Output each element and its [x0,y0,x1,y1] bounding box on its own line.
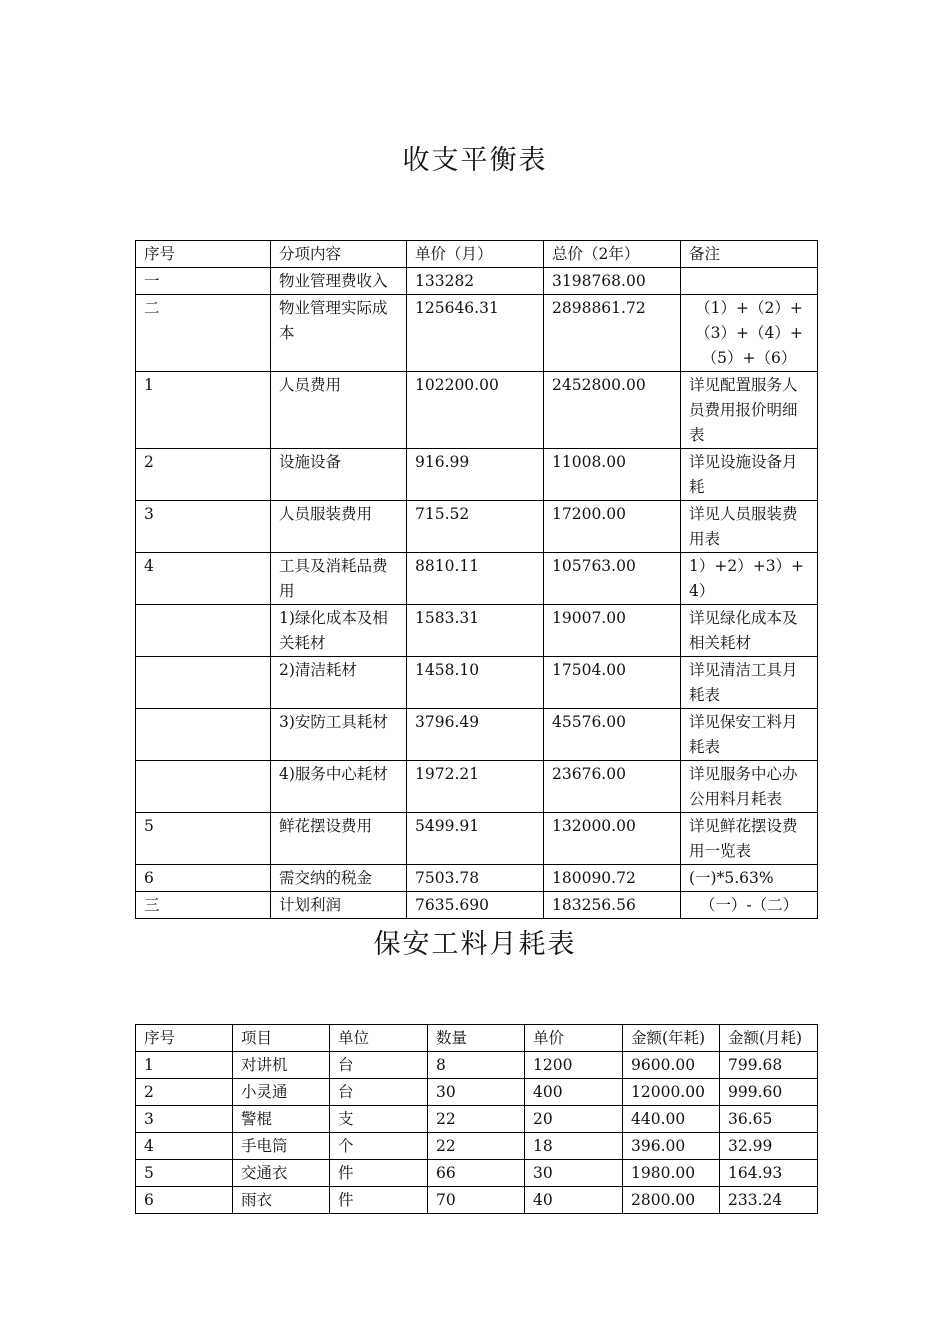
table-cell: 台 [330,1079,428,1106]
table-cell: 6 [136,1187,233,1214]
table-row [136,1160,818,1187]
table-cell: 1 [136,1052,233,1079]
table-cell: 180090.72 [544,865,681,892]
table-cell: 1972.21 [407,761,544,813]
table-cell [136,709,271,761]
table-cell: 小灵通 [233,1079,330,1106]
table-cell: 164.93 [720,1160,818,1187]
table-cell: 7635.690 [407,892,544,919]
table-cell: 20 [525,1106,623,1133]
header-cell: 数量 [428,1025,525,1052]
table-cell: 5499.91 [407,813,544,865]
table-cell: 70 [428,1187,525,1214]
table-cell [136,605,271,657]
table-row [136,295,818,372]
table-cell: 2 [136,449,271,501]
table-row [136,1133,818,1160]
table-row [136,709,818,761]
table-cell: 3 [136,1106,233,1133]
table-row [136,1052,818,1079]
table-cell: 105763.00 [544,553,681,605]
table-cell: 440.00 [623,1106,720,1133]
table-cell: 件 [330,1187,428,1214]
table-cell: 个 [330,1133,428,1160]
table-cell: 36.65 [720,1106,818,1133]
table-cell: 799.68 [720,1052,818,1079]
table-cell: 5 [136,813,271,865]
table-cell: 3)安防工具耗材 [271,709,407,761]
table-cell: 详见绿化成本及相关耗材 [681,605,818,657]
table-row [136,1106,818,1133]
table-cell: 5 [136,1160,233,1187]
table-cell: 19007.00 [544,605,681,657]
table-cell: 1 [136,372,271,449]
table-cell: （1）+（2）+（3）+（4）+（5）+（6） [681,295,818,372]
table-cell: 详见人员服装费用表 [681,501,818,553]
table-cell: 详见设施设备月耗 [681,449,818,501]
table-cell: 对讲机 [233,1052,330,1079]
table-cell: 2452800.00 [544,372,681,449]
table-header-row [136,1025,818,1052]
table-cell: 396.00 [623,1133,720,1160]
table-row [136,657,818,709]
table-cell: 8 [428,1052,525,1079]
table-row [136,605,818,657]
section-title: 保安工料月耗表 [373,929,577,960]
table-cell: 3198768.00 [544,268,681,295]
table-cell: 133282 [407,268,544,295]
table-cell: 6 [136,865,271,892]
table-cell: 17504.00 [544,657,681,709]
table-cell: 二 [136,295,271,372]
table-cell: 支 [330,1106,428,1133]
table-cell: (一)*5.63% [681,865,818,892]
table-cell: 999.60 [720,1079,818,1106]
table-cell: 1980.00 [623,1160,720,1187]
table-cell: 需交纳的税金 [271,865,407,892]
page-title: 收支平衡表 [402,145,548,176]
table-row [136,865,818,892]
table-header-row [136,241,818,268]
table-cell: 32.99 [720,1133,818,1160]
table-cell: 3796.49 [407,709,544,761]
table-cell: 警棍 [233,1106,330,1133]
table-cell: 17200.00 [544,501,681,553]
table-row [136,268,818,295]
header-cell: 备注 [681,241,818,268]
header-cell: 金额(年耗) [623,1025,720,1052]
table-cell: 计划利润 [271,892,407,919]
table-cell: 1200 [525,1052,623,1079]
table-cell: 设施设备 [271,449,407,501]
table-cell: 详见清洁工具月耗表 [681,657,818,709]
table-cell: 详见服务中心办公用料月耗表 [681,761,818,813]
table-cell: 1)绿化成本及相关耗材 [271,605,407,657]
table-cell: 件 [330,1160,428,1187]
table-cell: 详见鲜花摆设费用一览表 [681,813,818,865]
table-cell: 2800.00 [623,1187,720,1214]
table-cell: 人员费用 [271,372,407,449]
table-cell: 2898861.72 [544,295,681,372]
table-cell: 详见配置服务人员费用报价明细表 [681,372,818,449]
balance-table [135,240,818,919]
table-cell: 手电筒 [233,1133,330,1160]
table-cell: 2 [136,1079,233,1106]
header-cell: 项目 [233,1025,330,1052]
table-cell: 1）+2）+3）+4） [681,553,818,605]
table-cell: 30 [428,1079,525,1106]
header-cell: 金额(月耗) [720,1025,818,1052]
table-cell [136,761,271,813]
table-cell: 233.24 [720,1187,818,1214]
table-cell: 4)服务中心耗材 [271,761,407,813]
table-cell: 雨衣 [233,1187,330,1214]
table-cell: （一）-（二） [681,892,818,919]
table-cell: 102200.00 [407,372,544,449]
table-cell: 22 [428,1133,525,1160]
table-cell [136,657,271,709]
header-cell: 序号 [136,1025,233,1052]
table-cell: 66 [428,1160,525,1187]
table-cell: 鲜花摆设费用 [271,813,407,865]
table-cell [681,268,818,295]
table-cell: 12000.00 [623,1079,720,1106]
table-row [136,892,818,919]
table-cell: 台 [330,1052,428,1079]
table-cell: 4 [136,553,271,605]
table-cell: 1458.10 [407,657,544,709]
table-cell: 7503.78 [407,865,544,892]
table-cell: 11008.00 [544,449,681,501]
table-row [136,813,818,865]
table-row [136,372,818,449]
security-supplies-table [135,1024,818,1214]
header-cell: 单价 [525,1025,623,1052]
table-cell: 916.99 [407,449,544,501]
table-cell: 物业管理费收入 [271,268,407,295]
table-cell: 人员服装费用 [271,501,407,553]
header-cell: 总价（2年） [544,241,681,268]
table-cell: 物业管理实际成本 [271,295,407,372]
table-cell: 400 [525,1079,623,1106]
table-cell: 23676.00 [544,761,681,813]
table-row [136,761,818,813]
table-cell: 工具及消耗品费用 [271,553,407,605]
header-cell: 序号 [136,241,271,268]
table-cell: 183256.56 [544,892,681,919]
table-cell: 1583.31 [407,605,544,657]
table-row [136,1079,818,1106]
table-row [136,449,818,501]
table-cell: 132000.00 [544,813,681,865]
table-cell: 40 [525,1187,623,1214]
table-cell: 交通衣 [233,1160,330,1187]
table-row [136,1187,818,1214]
header-cell: 单位 [330,1025,428,1052]
table-cell: 715.52 [407,501,544,553]
table-row [136,501,818,553]
table-cell: 三 [136,892,271,919]
table-cell: 详见保安工料月耗表 [681,709,818,761]
table-cell: 22 [428,1106,525,1133]
table-cell: 18 [525,1133,623,1160]
table-row [136,553,818,605]
table-cell: 9600.00 [623,1052,720,1079]
table-cell: 125646.31 [407,295,544,372]
table-cell: 一 [136,268,271,295]
table-cell: 4 [136,1133,233,1160]
table-cell: 45576.00 [544,709,681,761]
table-cell: 30 [525,1160,623,1187]
header-cell: 分项内容 [271,241,407,268]
table-cell: 8810.11 [407,553,544,605]
header-cell: 单价（月） [407,241,544,268]
table-cell: 2)清洁耗材 [271,657,407,709]
table-cell: 3 [136,501,271,553]
